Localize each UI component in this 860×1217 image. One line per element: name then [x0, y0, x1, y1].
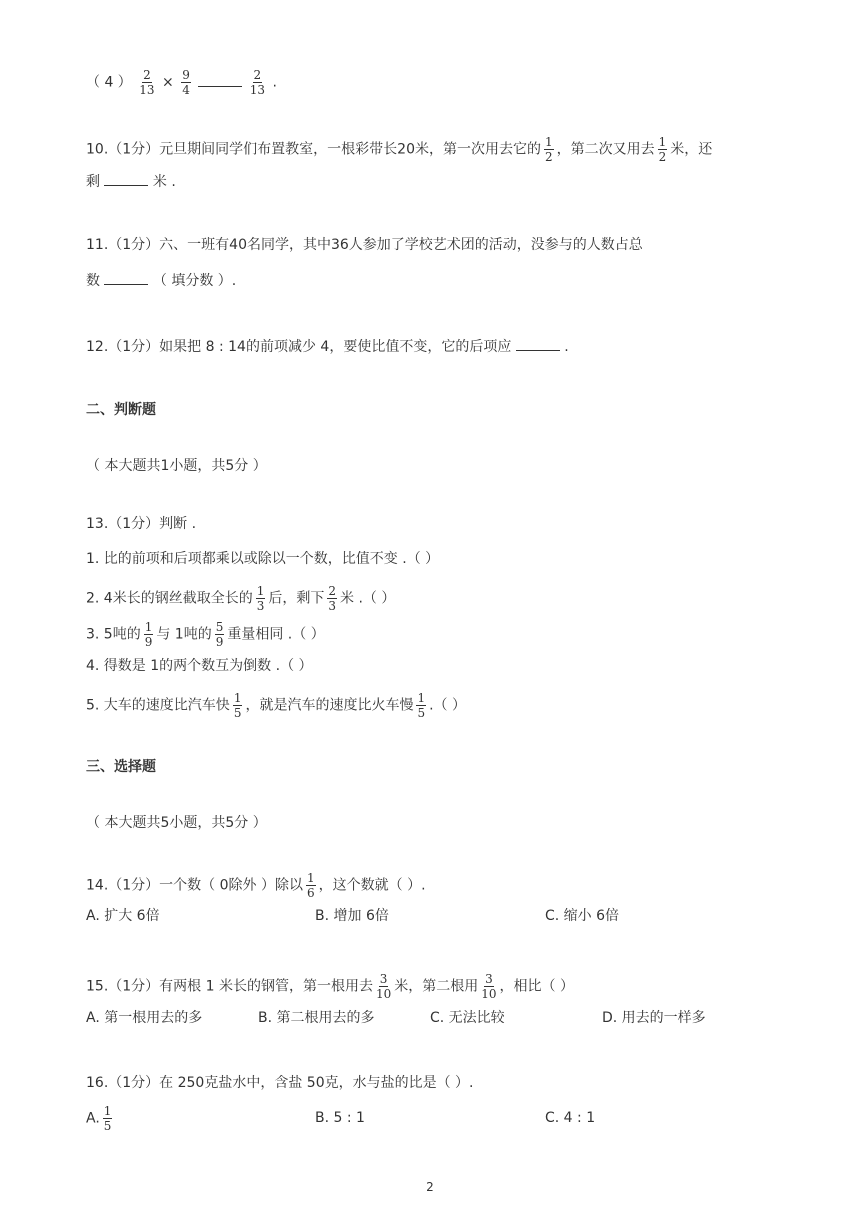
page-number: 2: [426, 1180, 434, 1194]
q10-line1: [86, 135, 712, 164]
q13-item3-frac2: $\frac{5}{9}$: [215, 620, 224, 649]
q14-option-b[interactable]: B. 增加 6倍: [315, 908, 389, 924]
q4-frac1: $\frac{2}{13}$: [139, 68, 155, 97]
q12-text2: .: [564, 339, 569, 355]
q14-text1: 14.（1分）一个数（ 0除外 ）除以: [86, 877, 303, 894]
q12-answer-blank[interactable]: [516, 338, 560, 351]
q15-text3: ，相比（ ）: [499, 978, 574, 995]
q14-frac: $\frac{1}{6}$: [306, 871, 315, 900]
q13-item2: [86, 584, 395, 613]
q4-frac2: $\frac{9}{4}$: [182, 68, 190, 97]
q13-item5-frac2: $\frac{1}{5}$: [417, 691, 426, 720]
q14-option-a[interactable]: A. 扩大 6倍: [86, 908, 160, 924]
q11-line2-b: （ 填分数 ）.: [152, 273, 237, 289]
q15-option-a[interactable]: A. 第一根用去的多: [86, 1010, 203, 1026]
q13-item5-frac1: $\frac{1}{5}$: [233, 691, 242, 720]
q4-line: [86, 68, 277, 97]
q4-times: ×: [162, 74, 174, 91]
q16-line: 16.（1分）在 250克盐水中，含盐 50克，水与盐的比是（ ）.: [86, 1075, 474, 1091]
q13-item4: 4. 得数是 1的两个数互为倒数 .（ ）: [86, 658, 313, 674]
q10-answer-blank[interactable]: [104, 173, 148, 186]
q13-item3-frac1: $\frac{1}{9}$: [144, 620, 153, 649]
q13-item2-a: 2. 4米长的钢丝截取全长的: [86, 590, 253, 607]
q4-suffix: .: [272, 74, 277, 91]
q4-blank[interactable]: [198, 74, 242, 87]
q13-item3-b: 与 1吨的: [156, 626, 212, 643]
q13-item2-frac2: $\frac{2}{3}$: [328, 584, 336, 613]
q15-option-d[interactable]: D. 用去的一样多: [602, 1010, 706, 1026]
section3-title: 三、选择题: [86, 759, 156, 775]
section2-subtitle: （ 本大题共1小题，共5分 ）: [86, 458, 267, 474]
q13-item5: [86, 691, 466, 720]
section2-title: 二、判断题: [86, 402, 156, 418]
q13-item5-a: 5. 大车的速度比汽车快: [86, 697, 230, 714]
q10-line2-b: 米 .: [152, 174, 176, 190]
q16-option-b[interactable]: B. 5 : 1: [315, 1110, 365, 1126]
q10-text3: 米，还: [670, 141, 713, 158]
q15-frac1: $\frac{3}{10}$: [375, 972, 392, 1001]
q13-header: 13.（1分）判断 .: [86, 516, 197, 532]
q12-line: [86, 337, 569, 357]
q10-text1: 10.（1分）元旦期间同学们布置教室，一根彩带长20米，第一次用去它的: [86, 141, 541, 158]
q11-line2-a: 数: [86, 273, 100, 289]
q16-option-a-label: A.: [86, 1110, 100, 1127]
q10-text2: ，第二次又用去: [556, 141, 655, 158]
q14-option-c[interactable]: C. 缩小 6倍: [545, 908, 620, 924]
q13-item3: [86, 620, 325, 649]
q15-text2: 米，第二根用: [394, 978, 479, 995]
q16-option-a-frac: $\frac{1}{5}$: [103, 1104, 112, 1133]
q10-frac1: $\frac{1}{2}$: [545, 135, 553, 164]
q11-text1: 11.（1分）六、一班有40名同学，其中36人参加了学校艺术团的活动，没参与的人数占总: [86, 237, 643, 253]
q16-option-c[interactable]: C. 4 : 1: [545, 1110, 596, 1126]
q4-prefix: （ 4 ）: [86, 74, 132, 91]
q13-item3-a: 3. 5吨的: [86, 626, 141, 643]
q13-item2-c: 米 .（ ）: [340, 590, 396, 607]
q10-line2-a: 剩: [86, 174, 100, 190]
q14-line: [86, 871, 426, 900]
q11-answer-blank[interactable]: [104, 272, 148, 285]
q15-text1: 15.（1分）有两根 1 米长的钢管，第一根用去: [86, 978, 373, 995]
q4-frac3: $\frac{2}{13}$: [249, 68, 266, 97]
q13-item2-b: 后，剩下: [268, 590, 325, 607]
q13-item2-frac1: $\frac{1}{3}$: [256, 584, 265, 613]
q10-frac2: $\frac{1}{2}$: [658, 135, 667, 164]
q11-line1: [86, 235, 643, 255]
q13-item5-b: ，就是汽车的速度比火车慢: [245, 697, 414, 714]
q11-line2: [86, 271, 236, 291]
q15-option-b[interactable]: B. 第二根用去的多: [258, 1010, 375, 1026]
q15-frac2: $\frac{3}{10}$: [481, 972, 497, 1001]
q10-line2: [86, 172, 176, 192]
q13-item5-c: .（ ）: [429, 697, 466, 714]
q13-item1: 1. 比的前项和后项都乘以或除以一个数，比值不变 .（ ）: [86, 551, 440, 567]
q12-text1: 12.（1分）如果把 8 : 14的前项减少 4，要使比值不变，它的后项应: [86, 339, 512, 355]
q14-text2: ，这个数就（ ）.: [318, 877, 426, 894]
q13-item3-c: 重量相同 .（ ）: [227, 626, 325, 643]
q15-line: [86, 972, 574, 1001]
section3-subtitle: （ 本大题共5小题，共5分 ）: [86, 815, 267, 831]
q15-option-c[interactable]: C. 无法比较: [430, 1010, 505, 1026]
q16-option-a[interactable]: [86, 1104, 115, 1133]
